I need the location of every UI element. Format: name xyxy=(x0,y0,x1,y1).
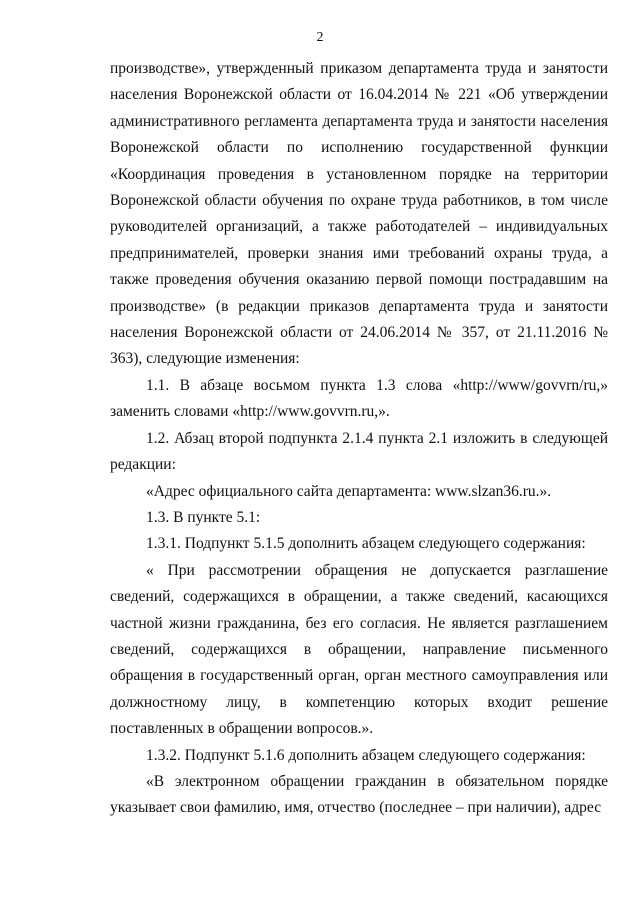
paragraph-1-3: 1.3. В пункте 5.1: xyxy=(146,508,261,526)
paragraph-1-2: 1.2. Абзац второй подпункта 2.1.4 пункта 2.1 изложить в следующей редакции: xyxy=(110,429,608,474)
paragraph-1-3-2: 1.3.2. Подпункт 5.1.6 дополнить абзацем следующего содержания: xyxy=(146,746,586,764)
paragraph-intro-continuation: производстве», утвержденный приказом департамента труда и занятости населения Воронежской области от 16.04.2014 № 221 «Об утверждении административного регламента департамента труда и занятости населения Воронежской области по исполнению государственной функции «Координация проведения в установленном порядке на территории Воронежской области обучения по охране труда работников, в том числе руководителей организаций, а также работодателей – индивидуальных предпринимателей, проверки знания ими требований охраны труда, а также проведения обучения оказанию первой помощи пострадавшим на производстве» (в редакции приказов департамента труда и занятости населения Воронежской области от 24.06.2014 № 357, от 21.11.2016 № 363), следующие изменения: xyxy=(110,60,608,368)
paragraph-quoted-electronic-appeal: «В электронном обращении гражданин в обязательном порядке указывает свои фамилию, имя, отчество (последнее – при наличии), адрес xyxy=(110,772,608,817)
page-number: 2 xyxy=(316,30,324,45)
paragraph-1-3-1: 1.3.1. Подпункт 5.1.5 дополнить абзацем следующего содержания: xyxy=(146,535,586,553)
paragraph-1-1: 1.1. В абзаце восьмом пункта 1.3 слова «http://www/govvrn/ru,» заменить словами «http://www.govvrn.ru,». xyxy=(110,376,608,421)
paragraph-quoted-privacy: « При рассмотрении обращения не допускается разглашение сведений, содержащихся в обращении, а также сведений, касающихся частной жизни гражданина, без его согласия. Не является разглашением сведений, содержащихся в обращении, направление письменного обращения в государственный орган, орган местного самоуправления или должностному лицу, в компетенцию которых входит решение поставленных в обращении вопросов.». xyxy=(110,561,608,738)
document-body xyxy=(110,56,608,822)
paragraph-website-address: «Адрес официального сайта департамента: www.slzan36.ru.». xyxy=(146,482,552,500)
